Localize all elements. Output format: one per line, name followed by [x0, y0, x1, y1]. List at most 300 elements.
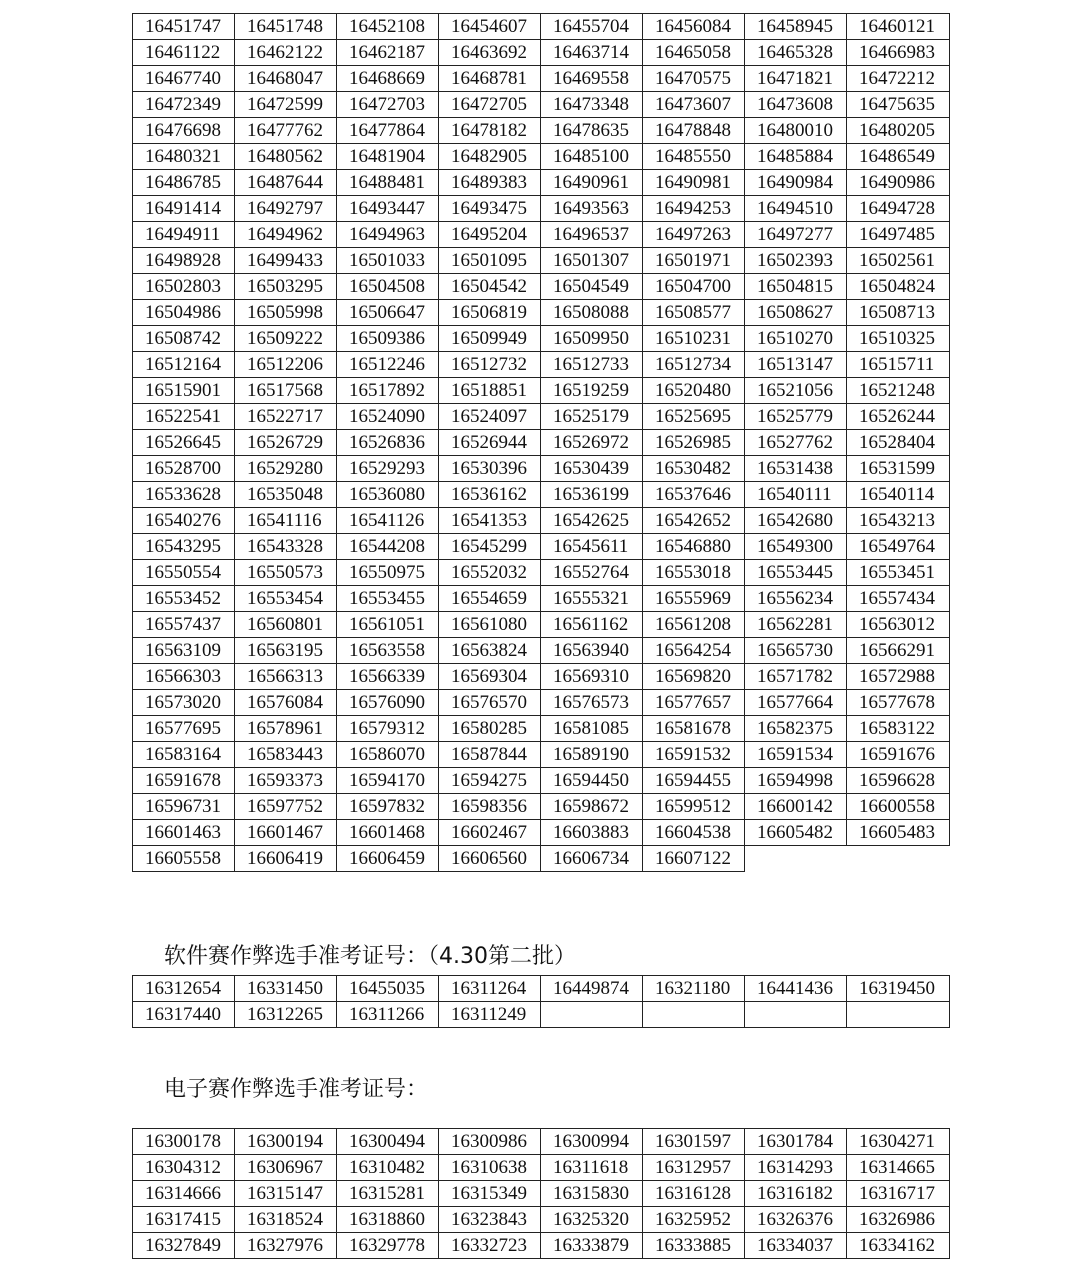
table-cell: 16494510 — [745, 196, 847, 222]
table-cell: 16529280 — [235, 456, 337, 482]
table-cell: 16594275 — [439, 768, 541, 794]
table-cell: 16554659 — [439, 586, 541, 612]
table-cell: 16543213 — [847, 508, 950, 534]
table-cell: 16506647 — [337, 300, 439, 326]
table-cell: 16515711 — [847, 352, 950, 378]
table-cell: 16563195 — [235, 638, 337, 664]
table-cell: 16485884 — [745, 144, 847, 170]
table-cell: 16553452 — [133, 586, 235, 612]
table-cell: 16452108 — [337, 14, 439, 40]
table-cell: 16583122 — [847, 716, 950, 742]
table-row — [133, 352, 950, 378]
empty-cell — [847, 846, 950, 872]
table-cell: 16555321 — [541, 586, 643, 612]
table-cell: 16300194 — [235, 1129, 337, 1155]
table-cell: 16506819 — [439, 300, 541, 326]
table-cell — [643, 1002, 745, 1028]
table-cell: 16580285 — [439, 716, 541, 742]
table-cell: 16509949 — [439, 326, 541, 352]
table-cell: 16586070 — [337, 742, 439, 768]
table-cell: 16477762 — [235, 118, 337, 144]
software-cheaters-heading — [164, 943, 576, 971]
table-cell: 16502561 — [847, 248, 950, 274]
table-cell: 16577664 — [745, 690, 847, 716]
electronics-id-table-body — [133, 1129, 950, 1259]
table-cell: 16323843 — [439, 1207, 541, 1233]
table-cell: 16476698 — [133, 118, 235, 144]
table-cell: 16598356 — [439, 794, 541, 820]
table-cell: 16527762 — [745, 430, 847, 456]
table-row — [133, 586, 950, 612]
table-cell: 16316182 — [745, 1181, 847, 1207]
table-cell: 16577695 — [133, 716, 235, 742]
table-cell: 16536162 — [439, 482, 541, 508]
table-cell: 16462187 — [337, 40, 439, 66]
table-cell: 16300178 — [133, 1129, 235, 1155]
table-cell: 16606419 — [235, 846, 337, 872]
table-cell: 16569310 — [541, 664, 643, 690]
table-cell: 16504542 — [439, 274, 541, 300]
table-cell: 16311266 — [337, 1002, 439, 1028]
table-cell: 16531599 — [847, 456, 950, 482]
table-cell: 16602467 — [439, 820, 541, 846]
table-cell: 16482905 — [439, 144, 541, 170]
table-cell: 16306967 — [235, 1155, 337, 1181]
table-cell: 16605483 — [847, 820, 950, 846]
table-cell: 16493447 — [337, 196, 439, 222]
table-cell: 16565730 — [745, 638, 847, 664]
table-cell: 16526645 — [133, 430, 235, 456]
id-table-1-body — [133, 14, 950, 872]
table-cell: 16485100 — [541, 144, 643, 170]
table-cell: 16576090 — [337, 690, 439, 716]
table-cell: 16524097 — [439, 404, 541, 430]
table-cell: 16472349 — [133, 92, 235, 118]
table-cell: 16549764 — [847, 534, 950, 560]
software-id-table-body — [133, 976, 950, 1028]
table-cell: 16472703 — [337, 92, 439, 118]
table-cell: 16480562 — [235, 144, 337, 170]
table-cell: 16301784 — [745, 1129, 847, 1155]
table-row — [133, 716, 950, 742]
table-cell: 16311618 — [541, 1155, 643, 1181]
table-cell: 16604538 — [643, 820, 745, 846]
table-cell: 16520480 — [643, 378, 745, 404]
table-cell: 16552032 — [439, 560, 541, 586]
table-cell: 16550554 — [133, 560, 235, 586]
table-cell: 16517892 — [337, 378, 439, 404]
table-cell: 16553455 — [337, 586, 439, 612]
table-cell: 16467740 — [133, 66, 235, 92]
table-cell: 16571782 — [745, 664, 847, 690]
table-cell: 16470575 — [643, 66, 745, 92]
table-cell: 16522717 — [235, 404, 337, 430]
table-cell: 16318524 — [235, 1207, 337, 1233]
table-cell: 16518851 — [439, 378, 541, 404]
table-cell: 16528404 — [847, 430, 950, 456]
table-cell: 16315147 — [235, 1181, 337, 1207]
table-cell: 16318860 — [337, 1207, 439, 1233]
table-cell: 16550573 — [235, 560, 337, 586]
table-cell: 16577657 — [643, 690, 745, 716]
table-row — [133, 508, 950, 534]
table-row — [133, 560, 950, 586]
table-cell: 16509950 — [541, 326, 643, 352]
electronics-id-table — [132, 1128, 950, 1259]
table-cell: 16480205 — [847, 118, 950, 144]
table-cell: 16311249 — [439, 1002, 541, 1028]
table-cell: 16490961 — [541, 170, 643, 196]
table-cell: 16490986 — [847, 170, 950, 196]
table-cell: 16502803 — [133, 274, 235, 300]
table-cell: 16304312 — [133, 1155, 235, 1181]
table-cell: 16314665 — [847, 1155, 950, 1181]
table-cell: 16456084 — [643, 14, 745, 40]
table-row — [133, 300, 950, 326]
table-cell: 16462122 — [235, 40, 337, 66]
table-cell: 16311264 — [439, 976, 541, 1002]
table-cell: 16543328 — [235, 534, 337, 560]
table-cell: 16526729 — [235, 430, 337, 456]
table-cell: 16312957 — [643, 1155, 745, 1181]
table-cell: 16465328 — [745, 40, 847, 66]
table-cell: 16591534 — [745, 742, 847, 768]
table-cell: 16583164 — [133, 742, 235, 768]
table-cell: 16541126 — [337, 508, 439, 534]
empty-cell — [745, 846, 847, 872]
table-cell: 16465058 — [643, 40, 745, 66]
table-cell: 16529293 — [337, 456, 439, 482]
table-cell: 16561208 — [643, 612, 745, 638]
table-cell: 16601467 — [235, 820, 337, 846]
table-cell: 16600142 — [745, 794, 847, 820]
table-cell: 16455035 — [337, 976, 439, 1002]
table-cell: 16481904 — [337, 144, 439, 170]
table-cell: 16530482 — [643, 456, 745, 482]
table-cell: 16472705 — [439, 92, 541, 118]
table-cell: 16601463 — [133, 820, 235, 846]
table-row — [133, 794, 950, 820]
table-cell: 16528700 — [133, 456, 235, 482]
table-cell: 16494911 — [133, 222, 235, 248]
table-cell — [541, 1002, 643, 1028]
table-row — [133, 144, 950, 170]
table-cell: 16569304 — [439, 664, 541, 690]
table-cell: 16441436 — [745, 976, 847, 1002]
table-cell: 16461122 — [133, 40, 235, 66]
table-cell: 16542680 — [745, 508, 847, 534]
table-row — [133, 326, 950, 352]
table-cell: 16512733 — [541, 352, 643, 378]
table-cell: 16573020 — [133, 690, 235, 716]
table-row — [133, 40, 950, 66]
table-cell: 16468781 — [439, 66, 541, 92]
table-cell: 16504549 — [541, 274, 643, 300]
table-cell: 16601468 — [337, 820, 439, 846]
table-cell: 16466983 — [847, 40, 950, 66]
table-cell: 16310638 — [439, 1155, 541, 1181]
table-cell: 16333885 — [643, 1233, 745, 1259]
table-cell: 16515901 — [133, 378, 235, 404]
table-cell: 16504986 — [133, 300, 235, 326]
table-cell: 16497485 — [847, 222, 950, 248]
table-cell: 16332723 — [439, 1233, 541, 1259]
table-cell: 16494253 — [643, 196, 745, 222]
table-row — [133, 690, 950, 716]
table-cell: 16505998 — [235, 300, 337, 326]
table-cell: 16566303 — [133, 664, 235, 690]
table-row — [133, 1181, 950, 1207]
table-cell: 16480321 — [133, 144, 235, 170]
table-cell: 16522541 — [133, 404, 235, 430]
table-cell: 16315349 — [439, 1181, 541, 1207]
table-row — [133, 196, 950, 222]
table-cell: 16498928 — [133, 248, 235, 274]
table-cell: 16503295 — [235, 274, 337, 300]
table-cell: 16300494 — [337, 1129, 439, 1155]
table-cell: 16471821 — [745, 66, 847, 92]
table-cell: 16594998 — [745, 768, 847, 794]
table-cell: 16458945 — [745, 14, 847, 40]
table-row — [133, 1233, 950, 1259]
table-cell: 16561080 — [439, 612, 541, 638]
table-cell: 16519259 — [541, 378, 643, 404]
table-cell: 16561051 — [337, 612, 439, 638]
table-cell: 16508713 — [847, 300, 950, 326]
table-cell: 16326376 — [745, 1207, 847, 1233]
table-cell: 16605482 — [745, 820, 847, 846]
table-cell: 16606459 — [337, 846, 439, 872]
table-cell: 16587844 — [439, 742, 541, 768]
table-cell: 16486549 — [847, 144, 950, 170]
table-cell: 16566291 — [847, 638, 950, 664]
table-row — [133, 170, 950, 196]
table-cell: 16312265 — [235, 1002, 337, 1028]
table-cell: 16525695 — [643, 404, 745, 430]
table-cell: 16475635 — [847, 92, 950, 118]
table-cell: 16562281 — [745, 612, 847, 638]
table-row — [133, 1155, 950, 1181]
table-cell: 16553451 — [847, 560, 950, 586]
table-cell: 16493563 — [541, 196, 643, 222]
table-cell: 16488481 — [337, 170, 439, 196]
table-cell: 16577678 — [847, 690, 950, 716]
table-cell: 16543295 — [133, 534, 235, 560]
table-cell: 16468669 — [337, 66, 439, 92]
table-cell: 16472599 — [235, 92, 337, 118]
table-cell: 16316717 — [847, 1181, 950, 1207]
table-cell: 16468047 — [235, 66, 337, 92]
table-cell: 16593373 — [235, 768, 337, 794]
table-cell: 16560801 — [235, 612, 337, 638]
table-cell: 16314666 — [133, 1181, 235, 1207]
table-cell: 16597752 — [235, 794, 337, 820]
table-cell: 16583443 — [235, 742, 337, 768]
table-cell: 16329778 — [337, 1233, 439, 1259]
table-cell: 16540114 — [847, 482, 950, 508]
table-cell: 16526944 — [439, 430, 541, 456]
table-cell: 16576084 — [235, 690, 337, 716]
table-cell: 16557437 — [133, 612, 235, 638]
software-heading-note: （4.30第二批） — [428, 944, 577, 969]
table-cell: 16531438 — [745, 456, 847, 482]
table-cell: 16451748 — [235, 14, 337, 40]
table-cell: 16594450 — [541, 768, 643, 794]
table-cell: 16542625 — [541, 508, 643, 534]
table-cell: 16563824 — [439, 638, 541, 664]
table-cell: 16463692 — [439, 40, 541, 66]
table-cell: 16472212 — [847, 66, 950, 92]
table-cell: 16540276 — [133, 508, 235, 534]
table-cell: 16494962 — [235, 222, 337, 248]
table-row — [133, 742, 950, 768]
table-cell: 16314293 — [745, 1155, 847, 1181]
table-cell: 16494728 — [847, 196, 950, 222]
table-cell: 16526972 — [541, 430, 643, 456]
table-cell: 16576573 — [541, 690, 643, 716]
table-cell: 16508088 — [541, 300, 643, 326]
table-cell: 16321180 — [643, 976, 745, 1002]
table-cell: 16540111 — [745, 482, 847, 508]
table-cell: 16316128 — [643, 1181, 745, 1207]
software-id-table — [132, 975, 950, 1028]
table-cell: 16569820 — [643, 664, 745, 690]
table-cell: 16460121 — [847, 14, 950, 40]
table-row — [133, 820, 950, 846]
table-cell: 16501307 — [541, 248, 643, 274]
table-row — [133, 638, 950, 664]
table-cell: 16493475 — [439, 196, 541, 222]
table-cell: 16501033 — [337, 248, 439, 274]
table-cell: 16304271 — [847, 1129, 950, 1155]
table-cell: 16563109 — [133, 638, 235, 664]
table-cell: 16512164 — [133, 352, 235, 378]
table-cell: 16555969 — [643, 586, 745, 612]
table-cell: 16449874 — [541, 976, 643, 1002]
table-row — [133, 222, 950, 248]
table-cell: 16454607 — [439, 14, 541, 40]
table-cell: 16530439 — [541, 456, 643, 482]
table-row — [133, 1207, 950, 1233]
table-cell: 16512246 — [337, 352, 439, 378]
table-cell: 16512206 — [235, 352, 337, 378]
table-cell: 16486785 — [133, 170, 235, 196]
table-cell: 16576570 — [439, 690, 541, 716]
table-cell: 16530396 — [439, 456, 541, 482]
table-cell: 16463714 — [541, 40, 643, 66]
table-row — [133, 404, 950, 430]
table-cell: 16566313 — [235, 664, 337, 690]
table-row — [133, 66, 950, 92]
table-cell: 16581678 — [643, 716, 745, 742]
table-cell: 16557434 — [847, 586, 950, 612]
table-cell: 16545299 — [439, 534, 541, 560]
table-cell: 16550975 — [337, 560, 439, 586]
table-cell: 16501971 — [643, 248, 745, 274]
table-cell: 16508627 — [745, 300, 847, 326]
table-cell: 16521056 — [745, 378, 847, 404]
table-cell: 16512734 — [643, 352, 745, 378]
table-row — [133, 612, 950, 638]
table-cell: 16327976 — [235, 1233, 337, 1259]
table-cell: 16533628 — [133, 482, 235, 508]
table-cell: 16561162 — [541, 612, 643, 638]
table-cell: 16526244 — [847, 404, 950, 430]
table-cell: 16508742 — [133, 326, 235, 352]
table-cell: 16490981 — [643, 170, 745, 196]
table-cell: 16501095 — [439, 248, 541, 274]
table-cell: 16300994 — [541, 1129, 643, 1155]
table-cell: 16553018 — [643, 560, 745, 586]
electronics-heading-text: 电子赛作弊选手准考证号： — [164, 1077, 429, 1102]
table-cell: 16487644 — [235, 170, 337, 196]
table-cell: 16495204 — [439, 222, 541, 248]
table-cell: 16325320 — [541, 1207, 643, 1233]
table-cell: 16553454 — [235, 586, 337, 612]
table-cell: 16598672 — [541, 794, 643, 820]
table-cell: 16300986 — [439, 1129, 541, 1155]
table-cell: 16473348 — [541, 92, 643, 118]
table-cell: 16490984 — [745, 170, 847, 196]
table-cell: 16549300 — [745, 534, 847, 560]
table-cell: 16312654 — [133, 976, 235, 1002]
table-cell: 16510325 — [847, 326, 950, 352]
table-cell: 16497263 — [643, 222, 745, 248]
table-cell: 16535048 — [235, 482, 337, 508]
table-row — [133, 378, 950, 404]
table-row — [133, 274, 950, 300]
table-cell: 16504508 — [337, 274, 439, 300]
table-cell: 16544208 — [337, 534, 439, 560]
software-heading-text: 软件赛作弊选手准考证号： — [164, 944, 429, 969]
table-cell: 16605558 — [133, 846, 235, 872]
table-cell: 16504700 — [643, 274, 745, 300]
table-row — [133, 534, 950, 560]
table-cell: 16597832 — [337, 794, 439, 820]
table-cell: 16556234 — [745, 586, 847, 612]
table-cell: 16536199 — [541, 482, 643, 508]
table-cell: 16606560 — [439, 846, 541, 872]
table-cell: 16317415 — [133, 1207, 235, 1233]
electronics-cheaters-heading — [164, 1076, 428, 1104]
table-cell: 16492797 — [235, 196, 337, 222]
table-cell: 16497277 — [745, 222, 847, 248]
table-cell: 16603883 — [541, 820, 643, 846]
table-cell: 16485550 — [643, 144, 745, 170]
table-cell: 16301597 — [643, 1129, 745, 1155]
table-cell: 16334037 — [745, 1233, 847, 1259]
table-cell: 16541116 — [235, 508, 337, 534]
table-cell: 16315830 — [541, 1181, 643, 1207]
table-cell: 16509386 — [337, 326, 439, 352]
table-cell: 16508577 — [643, 300, 745, 326]
table-cell: 16607122 — [643, 846, 745, 872]
table-cell: 16509222 — [235, 326, 337, 352]
table-cell: 16606734 — [541, 846, 643, 872]
table-row — [133, 1002, 950, 1028]
table-cell: 16478635 — [541, 118, 643, 144]
table-row — [133, 482, 950, 508]
table-cell: 16326986 — [847, 1207, 950, 1233]
table-cell: 16564254 — [643, 638, 745, 664]
table-cell: 16591678 — [133, 768, 235, 794]
table-row — [133, 456, 950, 482]
table-row — [133, 846, 950, 872]
table-cell: 16473607 — [643, 92, 745, 118]
table-cell: 16579312 — [337, 716, 439, 742]
table-cell: 16545611 — [541, 534, 643, 560]
table-cell: 16478848 — [643, 118, 745, 144]
